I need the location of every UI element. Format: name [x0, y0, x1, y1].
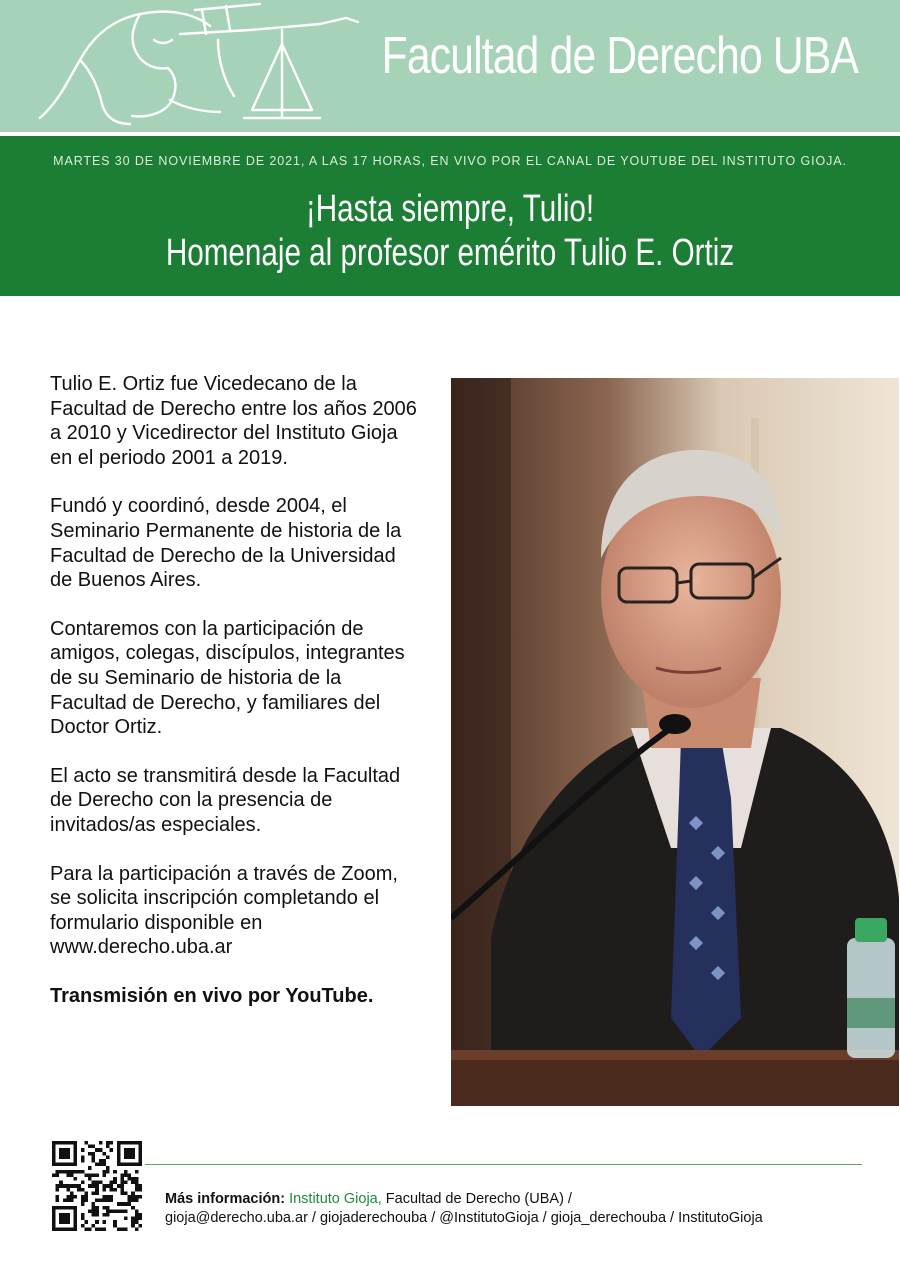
- event-banner: [0, 136, 900, 296]
- paragraph-seminar: Fundó y coordinó, desde 2004, el Seminario Permanente de historia de la Facultad de Derecho de la Universidad de Buenos Aires.: [50, 495, 402, 592]
- footer-line-1-rest: Facultad de Derecho (UBA) /: [381, 1191, 572, 1207]
- paragraph-zoom: Para la participación a través de Zoom, se solicita inscripción completando el formulario disponible en www.derecho.uba.ar: [50, 862, 398, 959]
- body-text: [50, 372, 420, 1032]
- header-band: [0, 0, 900, 132]
- contact-handles: gioja@derecho.uba.ar / giojaderechouba / @InstitutoGioja / gioja_derechouba / InstitutoGioja: [165, 1210, 763, 1226]
- footer-line-1: [165, 1190, 865, 1209]
- closing-line: Transmisión en vivo por YouTube.: [50, 984, 374, 1007]
- footer-divider: [145, 1164, 862, 1165]
- justice-goddess-logo-icon: [20, 0, 380, 132]
- brand-title: Facultad de Derecho UBA: [381, 27, 858, 85]
- qr-code-icon[interactable]: [52, 1141, 142, 1231]
- headline-subtitle: Homenaje al profesor emérito Tulio E. Ortiz: [165, 232, 735, 274]
- paragraph-transmission: El acto se transmitirá desde la Facultad de Derecho con la presencia de invitados/as especiales.: [50, 764, 401, 836]
- paragraph-participants: Contaremos con la participación de amigos, colegas, discípulos, integrantes de su Seminario de historia de la Facultad de Derecho, y familiares del Doctor Ortiz.: [50, 617, 405, 739]
- footer-info: [165, 1190, 865, 1228]
- headline-title: ¡Hasta siempre, Tulio!: [305, 188, 595, 230]
- event-date-line: MARTES 30 DE NOVIEMBRE DE 2021, A LAS 17 HORAS, EN VIVO POR EL CANAL DE YOUTUBE DEL INSTITUTO GIOJA.: [53, 154, 847, 168]
- instituto-gioja-link[interactable]: Instituto Gioja,: [289, 1191, 382, 1207]
- paragraph-bio: Tulio E. Ortiz fue Vicedecano de la Facultad de Derecho entre los años 2006 a 2010 y Vicedirector del Instituto Gioja en el periodo 2001 a 2019.: [50, 373, 417, 469]
- more-info-label: Más información:: [165, 1191, 286, 1207]
- portrait-photo: [451, 378, 899, 1106]
